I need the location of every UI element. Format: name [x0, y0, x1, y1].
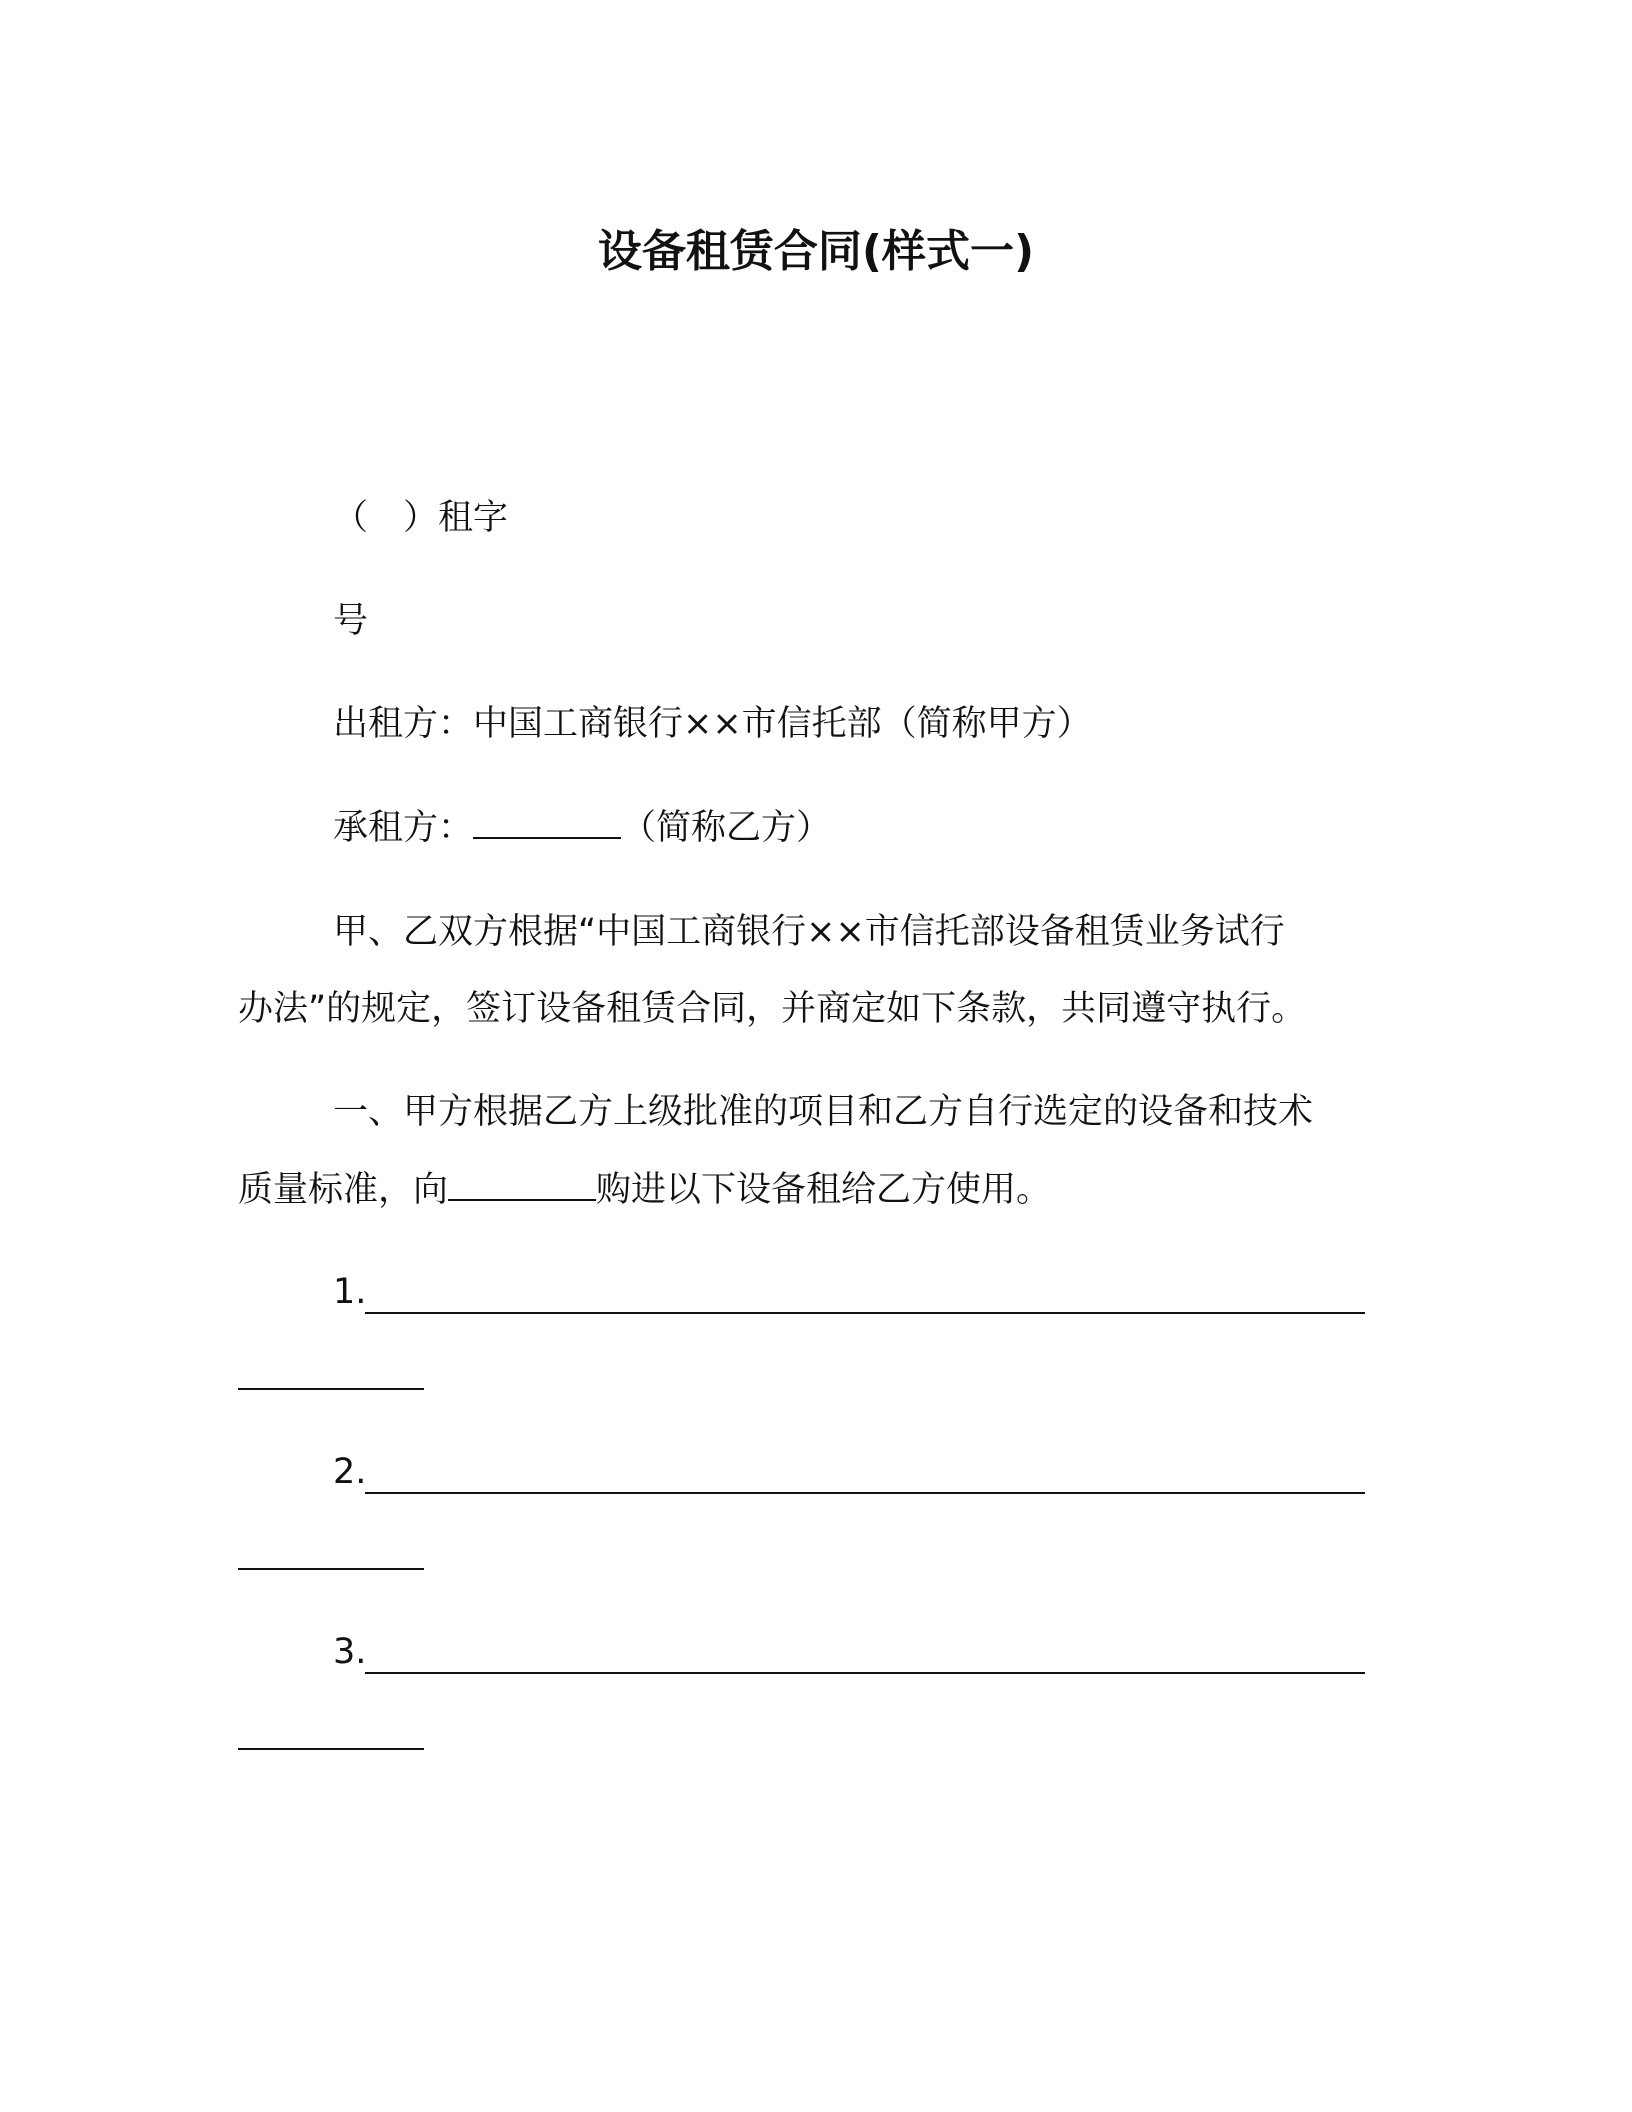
item-3-blank-continued[interactable] [238, 1748, 424, 1750]
lessor-line [333, 700, 1092, 748]
intro-paragraph-line1: 甲、乙双方根据“中国工商银行××市信托部设备租赁业务试行 [333, 912, 1285, 952]
item-1-blank-continued[interactable] [238, 1388, 424, 1390]
clause1-line2 [238, 1165, 1051, 1214]
item-2-blank[interactable] [365, 1492, 1365, 1494]
lessee-label: 承租方： [333, 808, 474, 848]
item-number-1: 1. [333, 1272, 367, 1312]
contract-number-suffix: 号 [333, 601, 369, 641]
supplier-blank[interactable] [448, 1165, 596, 1201]
contract-number-prefix: （ ）租字 [333, 498, 509, 538]
clause1-text-after: 购进以下设备租给乙方使用。 [596, 1170, 1052, 1210]
lessee-suffix: （简称乙方） [621, 808, 832, 848]
lessor-value: 中国工商银行××市信托部（简称甲方） [473, 704, 1092, 744]
intro-paragraph-line2: 办法”的规定，签订设备租赁合同，并商定如下条款，共同遵守执行。 [238, 989, 1307, 1029]
item-1-blank[interactable] [365, 1312, 1365, 1314]
lessor-label: 出租方： [333, 704, 474, 744]
lessee-line [333, 803, 831, 852]
lessee-name-blank[interactable] [473, 803, 621, 839]
item-number-2: 2. [333, 1452, 367, 1492]
item-3-blank[interactable] [365, 1672, 1365, 1674]
document-title: 设备租赁合同(样式一) [597, 226, 1035, 277]
item-number-3: 3. [333, 1632, 367, 1672]
clause1-text-before: 质量标准，向 [238, 1170, 449, 1210]
clause1-line1: 一、甲方根据乙方上级批准的项目和乙方自行选定的设备和技术 [333, 1092, 1314, 1132]
item-2-blank-continued[interactable] [238, 1568, 424, 1570]
